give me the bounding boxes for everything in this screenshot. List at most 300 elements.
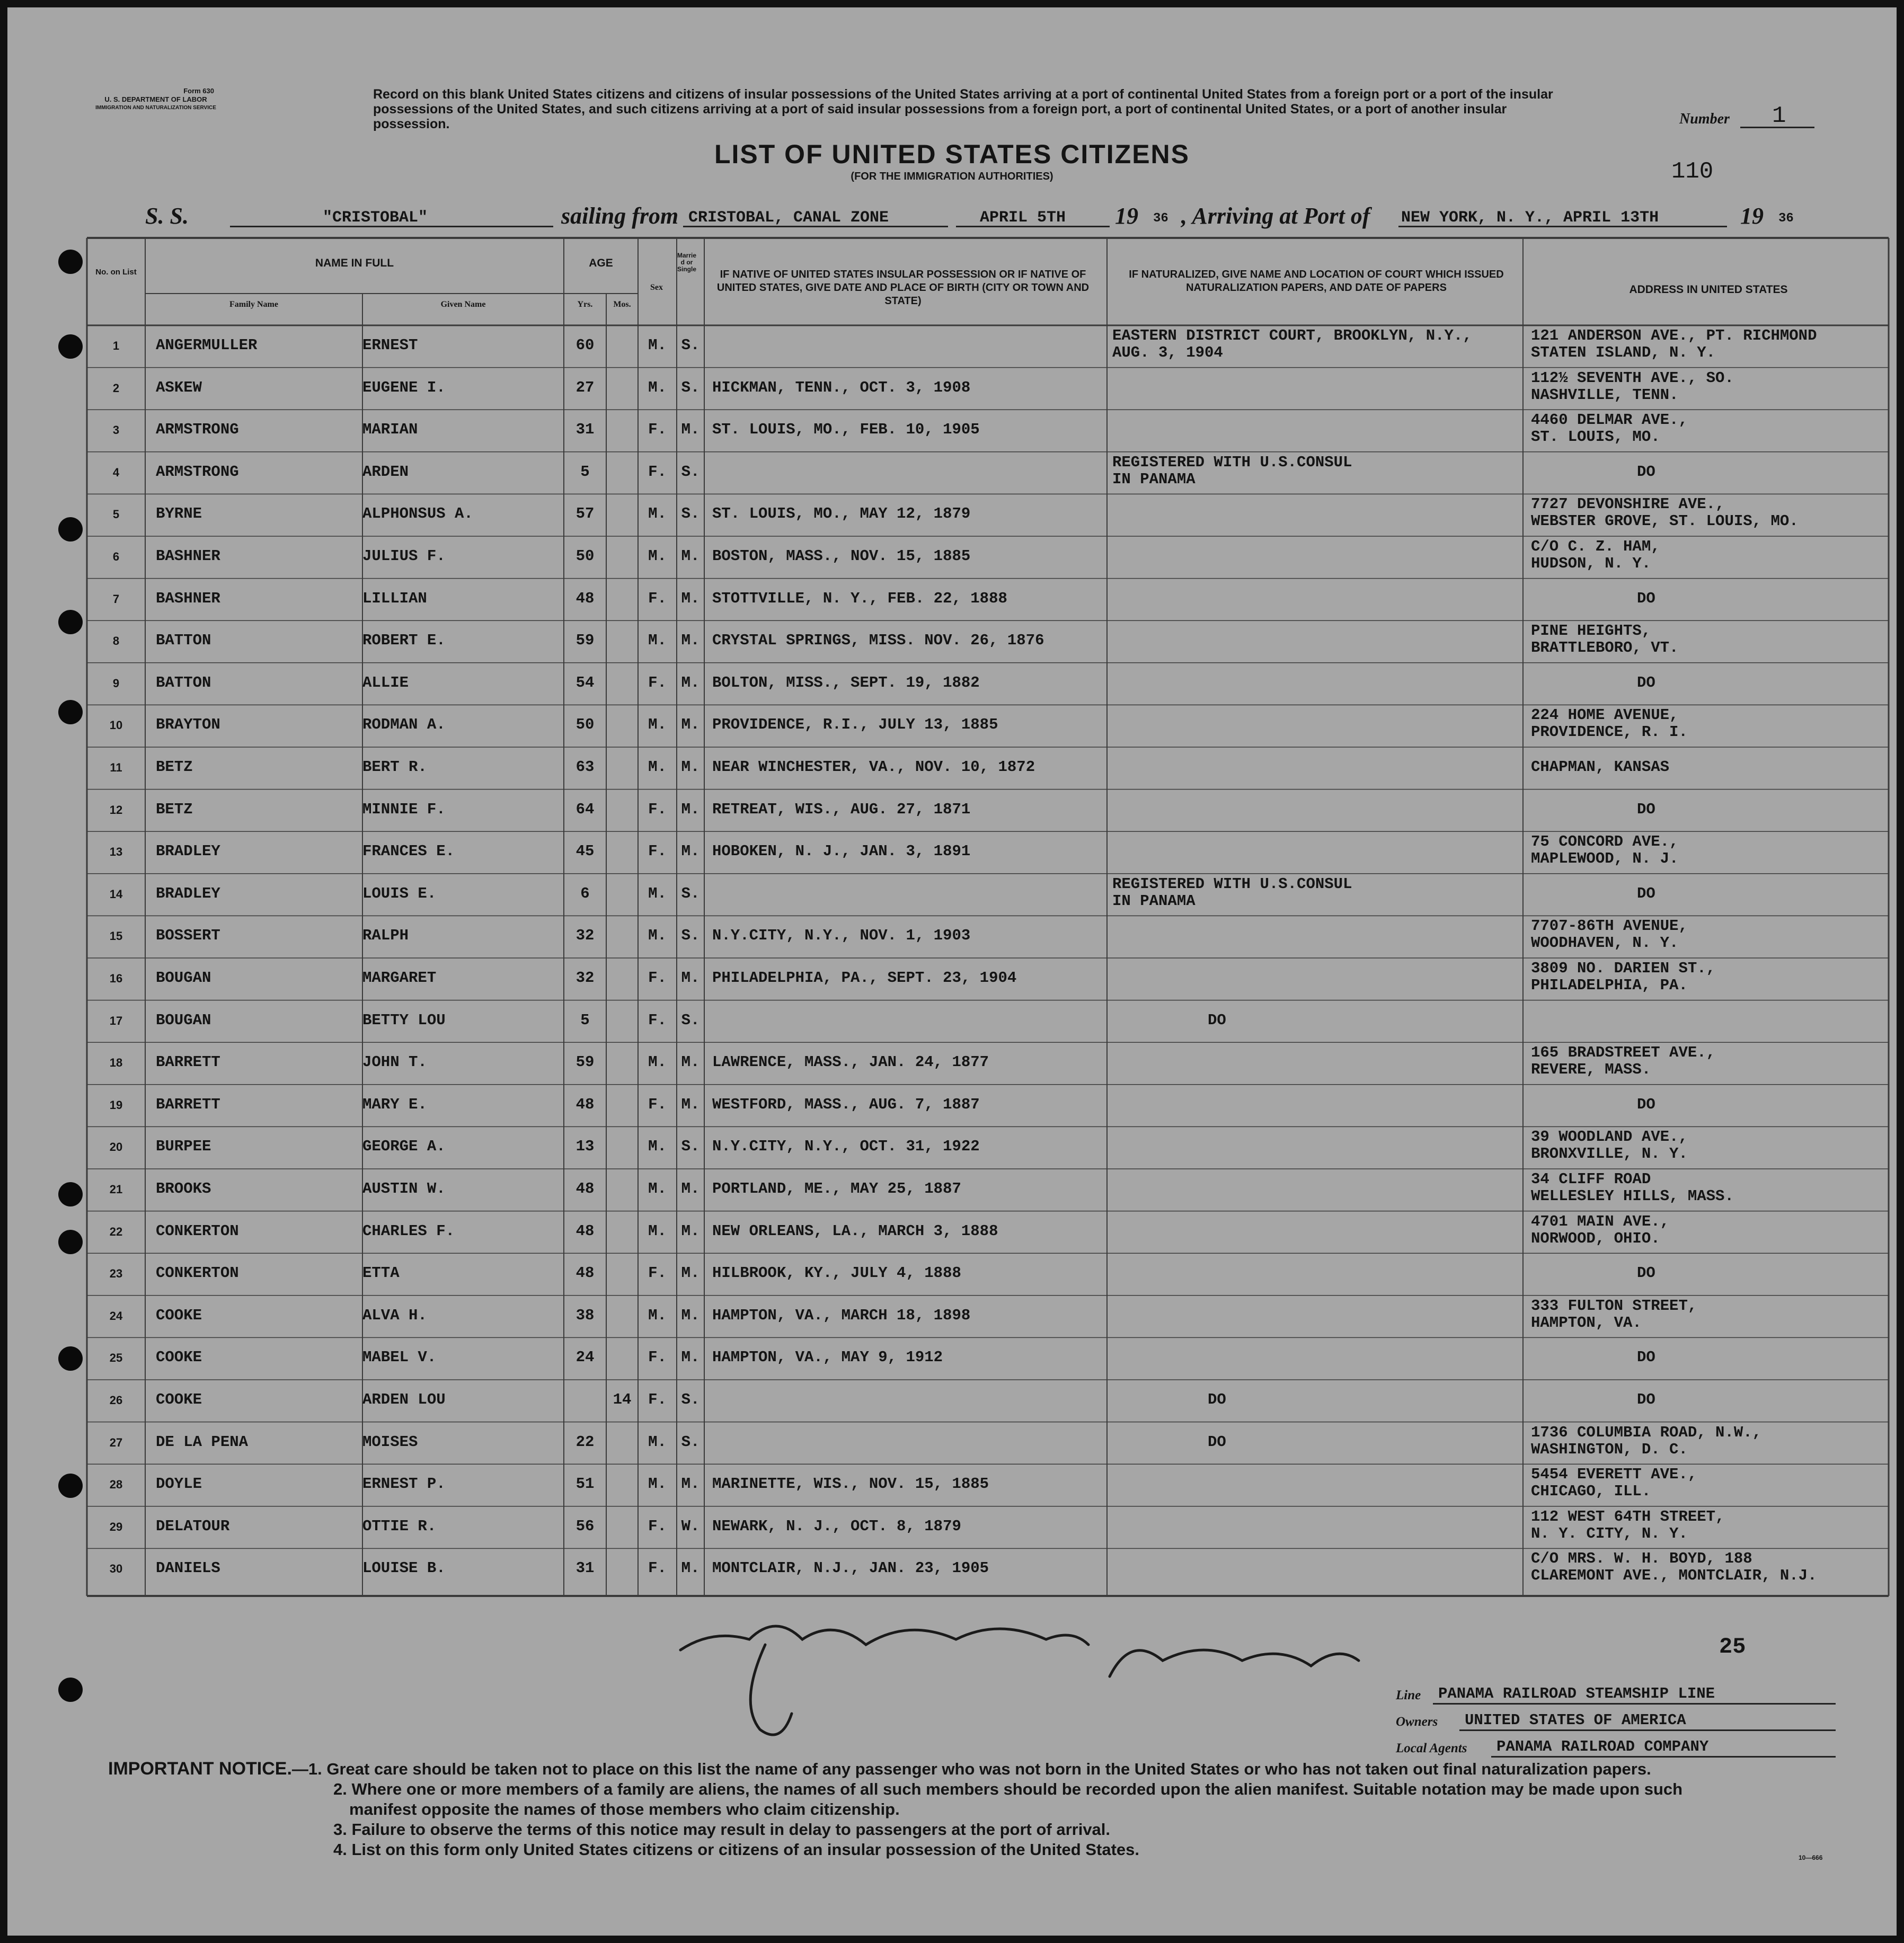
important-notice <box>108 1759 1852 1860</box>
marital-status: M. <box>681 1222 700 1240</box>
naturalization-court: REGISTERED WITH U.S.CONSUL <box>1112 875 1352 893</box>
marital-status: S. <box>681 1391 700 1408</box>
birth-place-date: HAMPTON, VA., MAY 9, 1912 <box>712 1348 943 1367</box>
naturalization-court: DO <box>1208 1433 1226 1451</box>
birth-place-date: N.Y.CITY, N.Y., OCT. 31, 1922 <box>712 1138 980 1156</box>
family-name: BARRETT <box>156 1053 220 1071</box>
age-years: 48 <box>575 589 595 607</box>
age-years: 57 <box>575 505 595 523</box>
form-number: Form 630 <box>183 87 214 95</box>
given-name: LOUISE B. <box>362 1559 446 1577</box>
page-subtitle: (FOR THE IMMIGRATION AUTHORITIES) <box>851 171 1053 182</box>
age-years: 27 <box>575 378 595 396</box>
given-name: ERNEST P. <box>362 1475 446 1493</box>
sex: F. <box>648 421 667 439</box>
naturalization-court: DO <box>1208 1011 1226 1029</box>
age-years: 5 <box>580 1011 590 1029</box>
given-name: JULIUS F. <box>362 547 446 565</box>
address-line-2: HUDSON, N. Y. <box>1531 555 1651 572</box>
age-years: 22 <box>575 1433 595 1451</box>
sex: F. <box>648 1011 667 1029</box>
given-name: AUSTIN W. <box>362 1180 446 1197</box>
given-name: ROBERT E. <box>362 632 446 650</box>
birth-place-date: BOLTON, MISS., SEPT. 19, 1882 <box>712 673 980 691</box>
row-number: 21 <box>109 1183 123 1196</box>
sex: F. <box>648 1264 667 1282</box>
birth-place-date: STOTTVILLE, N. Y., FEB. 22, 1888 <box>712 589 1007 607</box>
notice-item-2a: 2. Where one or more members of a family are aliens, the names of all such members should be recorded upon the alien manifest. Suitable notation may be made upon such <box>333 1780 1683 1798</box>
row-number: 13 <box>109 845 123 859</box>
birth-place-date: MARINETTE, WIS., NOV. 15, 1885 <box>712 1475 989 1493</box>
sex: M. <box>648 336 667 354</box>
marital-status: M. <box>681 1306 700 1324</box>
family-name: BRADLEY <box>156 884 220 902</box>
row-number: 16 <box>109 972 123 985</box>
address-line-1: 112 WEST 64TH STREET, <box>1531 1507 1725 1525</box>
marital-status: M. <box>681 589 700 607</box>
family-name: BARRETT <box>156 1095 220 1113</box>
family-name: ANGERMULLER <box>156 336 258 354</box>
marital-status: M. <box>681 842 700 860</box>
marital-status: S. <box>681 1138 700 1156</box>
address-line-1: 1736 COLUMBIA ROAD, N.W., <box>1531 1423 1762 1441</box>
family-name: BOUGAN <box>156 1011 211 1029</box>
address-line-1: 4701 MAIN AVE., <box>1531 1212 1670 1230</box>
age-years: 32 <box>575 969 595 987</box>
age-years: 32 <box>575 927 595 945</box>
address-line-2: WASHINGTON, D. C. <box>1531 1440 1688 1458</box>
address-line-2: MAPLEWOOD, N. J. <box>1531 850 1679 868</box>
address-line-1: C/O C. Z. HAM, <box>1531 538 1660 555</box>
manifest-sheet <box>7 7 1897 1936</box>
marital-status: S. <box>681 505 700 523</box>
page-count: 25 <box>1719 1634 1746 1660</box>
marital-status: S. <box>681 336 700 354</box>
owners-label: Owners <box>1396 1715 1438 1729</box>
age-years: 51 <box>575 1475 595 1493</box>
given-name: BETTY LOU <box>362 1011 446 1029</box>
birth-place-date: ST. LOUIS, MO., FEB. 10, 1905 <box>712 421 980 439</box>
family-name: DELATOUR <box>156 1517 230 1535</box>
row-number: 20 <box>109 1140 123 1154</box>
sail-year: 36 <box>1153 211 1168 226</box>
given-name: ALLIE <box>362 673 409 691</box>
marital-status: M. <box>681 421 700 439</box>
given-name: MARIAN <box>362 421 418 439</box>
birth-place-date: NEW ORLEANS, LA., MARCH 3, 1888 <box>712 1222 998 1240</box>
row-number: 2 <box>112 381 120 395</box>
row-number: 17 <box>109 1014 123 1027</box>
sailing-label: sailing from <box>561 203 679 229</box>
birth-place-date: WESTFORD, MASS., AUG. 7, 1887 <box>712 1095 980 1113</box>
signature-mark <box>680 1626 1088 1650</box>
age-years: 13 <box>575 1138 595 1156</box>
row-number: 7 <box>112 592 120 606</box>
family-name: BROOKS <box>156 1180 211 1197</box>
row-number: 10 <box>109 718 123 732</box>
col-header-no: No. on List <box>95 268 137 277</box>
address-line-1: 7727 DEVONSHIRE AVE., <box>1531 495 1725 513</box>
address-line-1: DO <box>1637 1348 1655 1367</box>
address-line-1: 112½ SEVENTH AVE., SO. <box>1531 369 1734 387</box>
row-number: 8 <box>112 634 120 648</box>
marital-status: S. <box>681 927 700 945</box>
birth-place-date: ST. LOUIS, MO., MAY 12, 1879 <box>712 505 971 523</box>
number-label: Number <box>1679 111 1730 127</box>
address-line-2: ST. LOUIS, MO. <box>1531 428 1660 446</box>
age-years: 48 <box>575 1180 595 1197</box>
ss-label: S. S. <box>145 203 189 229</box>
marital-status: M. <box>681 1095 700 1113</box>
age-years: 48 <box>575 1095 595 1113</box>
sex: F. <box>648 969 667 987</box>
sex: M. <box>648 1222 667 1240</box>
marital-status: M. <box>681 969 700 987</box>
from-port: CRISTOBAL, CANAL ZONE <box>688 209 889 227</box>
family-name: ARMSTRONG <box>156 463 239 481</box>
sex: M. <box>648 1180 667 1197</box>
naturalization-detail: IN PANAMA <box>1112 892 1195 910</box>
row-number: 12 <box>109 803 123 817</box>
address-line-2: STATEN ISLAND, N. Y. <box>1531 344 1716 361</box>
sex: F. <box>648 800 667 818</box>
address-line-1: DO <box>1637 1095 1655 1113</box>
agents-value: PANAMA RAILROAD COMPANY <box>1496 1738 1709 1755</box>
owners-value: UNITED STATES OF AMERICA <box>1465 1711 1686 1729</box>
notice-item-1: —1. Great care should be taken not to place on this list the name of any passenger who was not born in the United States or who has not taken out final naturalization papers. <box>291 1760 1651 1778</box>
birth-place-date: HICKMAN, TENN., OCT. 3, 1908 <box>712 378 971 396</box>
row-number: 23 <box>109 1267 123 1281</box>
birth-place-date: HILBROOK, KY., JULY 4, 1888 <box>712 1264 961 1282</box>
given-name: CHARLES F. <box>362 1222 455 1240</box>
address-line-2: N. Y. CITY, N. Y. <box>1531 1524 1688 1542</box>
given-name: MARY E. <box>362 1095 427 1113</box>
address-line-1: DO <box>1637 589 1655 607</box>
handwritten-marks <box>7 7 1897 1936</box>
marital-status: M. <box>681 716 700 734</box>
given-name: ERNEST <box>362 336 418 354</box>
address-line-2: PROVIDENCE, R. I. <box>1531 723 1688 741</box>
intro-text: Record on this blank United States citizens and citizens of insular possessions of the United States arriving at a port of continental United States from a foreign port or a port of the insular possessions of the United States, and such citizens arriving at a port of said insular possessions from a foreign port, a port of continental United States, or a port of another insular possession. <box>373 87 1553 131</box>
address-line-1: DO <box>1637 1264 1655 1282</box>
given-name: LOUIS E. <box>362 884 437 902</box>
birth-place-date: HOBOKEN, N. J., JAN. 3, 1891 <box>712 842 971 860</box>
row-number: 3 <box>112 423 120 437</box>
birth-place-date: BOSTON, MASS., NOV. 15, 1885 <box>712 547 971 565</box>
family-name: BRADLEY <box>156 842 220 860</box>
sex: M. <box>648 378 667 396</box>
family-name: BURPEE <box>156 1138 211 1156</box>
sex: F. <box>648 673 667 691</box>
signature-flourish <box>750 1645 792 1735</box>
address-line-2: HAMPTON, VA. <box>1531 1314 1642 1332</box>
line-underline <box>1433 1703 1836 1705</box>
marital-status: M. <box>681 1264 700 1282</box>
family-name: BATTON <box>156 673 211 691</box>
sex: M. <box>648 927 667 945</box>
col-header-yrs: Yrs. <box>577 300 593 309</box>
age-years: 56 <box>575 1517 595 1535</box>
number-value: 1 <box>1772 103 1786 129</box>
age-years: 6 <box>580 884 590 902</box>
given-name: EUGENE I. <box>362 378 446 396</box>
line-value: PANAMA RAILROAD STEAMSHIP LINE <box>1438 1685 1715 1702</box>
address-line-2: WEBSTER GROVE, ST. LOUIS, MO. <box>1531 512 1799 530</box>
col-header-age: AGE <box>589 257 613 269</box>
address-line-1: CHAPMAN, KANSAS <box>1531 758 1670 776</box>
address-line-2: NASHVILLE, TENN. <box>1531 386 1679 404</box>
sex: M. <box>648 884 667 902</box>
sex: M. <box>648 1306 667 1324</box>
agents-underline <box>1491 1756 1836 1758</box>
given-name: ALVA H. <box>362 1306 427 1324</box>
col-header-married: Married or Single <box>677 252 697 273</box>
sex: F. <box>648 1348 667 1367</box>
sex: M. <box>648 1475 667 1493</box>
family-name: COOKE <box>156 1391 202 1408</box>
birth-place-date: PORTLAND, ME., MAY 25, 1887 <box>712 1180 961 1197</box>
address-line-1: 34 CLIFF ROAD <box>1531 1170 1651 1188</box>
department: U. S. DEPARTMENT OF LABOR <box>104 95 207 103</box>
age-years: 24 <box>575 1348 595 1367</box>
address-line-1: DO <box>1637 884 1655 902</box>
col-header-birth: IF NATIVE OF UNITED STATES INSULAR POSSESSION OR IF NATIVE OF UNITED STATES, GIVE DATE AND PLACE OF BIRTH (CITY OR TOWN AND STATE) <box>716 269 1090 307</box>
birth-place-date: LAWRENCE, MASS., JAN. 24, 1877 <box>712 1053 989 1071</box>
given-name: ETTA <box>362 1264 400 1282</box>
notice-heading: IMPORTANT NOTICE. <box>108 1759 292 1779</box>
birth-place-date: MONTCLAIR, N.J., JAN. 23, 1905 <box>712 1559 989 1577</box>
age-years: 50 <box>575 716 595 734</box>
naturalization-court: REGISTERED WITH U.S.CONSUL <box>1112 453 1352 471</box>
arrival-port: NEW YORK, N. Y., APRIL 13TH <box>1401 209 1659 227</box>
address-line-2: CLAREMONT AVE., MONTCLAIR, N.J. <box>1531 1567 1817 1585</box>
row-number: 4 <box>112 465 120 479</box>
family-name: BASHNER <box>156 547 220 565</box>
address-line-1: 7707-86TH AVENUE, <box>1531 917 1688 935</box>
naturalization-detail: IN PANAMA <box>1112 470 1195 488</box>
age-years: 59 <box>575 1053 595 1071</box>
sex: M. <box>648 1138 667 1156</box>
sex: M. <box>648 758 667 776</box>
row-number: 18 <box>109 1056 123 1070</box>
family-name: CONKERTON <box>156 1264 239 1282</box>
col-header-naturalized: IF NATURALIZED, GIVE NAME AND LOCATION OF COURT WHICH ISSUED NATURALIZATION PAPERS, AND DATE OF PAPERS <box>1129 269 1504 294</box>
col-header-sex: Sex <box>650 283 663 292</box>
family-name: DOYLE <box>156 1475 202 1493</box>
family-name: BOUGAN <box>156 969 211 987</box>
given-name: FRANCES E. <box>362 842 455 860</box>
row-number: 14 <box>109 887 123 901</box>
family-name: ARMSTRONG <box>156 421 239 439</box>
family-name: BYRNE <box>156 505 202 523</box>
row-number: 28 <box>109 1478 123 1492</box>
sail-date: APRIL 5TH <box>980 209 1066 227</box>
sex: F. <box>648 842 667 860</box>
given-name: LILLIAN <box>362 589 427 607</box>
given-name: OTTIE R. <box>362 1517 437 1535</box>
marital-status: M. <box>681 1475 700 1493</box>
given-name: MINNIE F. <box>362 800 446 818</box>
birth-place-date: CRYSTAL SPRINGS, MISS. NOV. 26, 1876 <box>712 632 1044 650</box>
naturalization-court: DO <box>1208 1391 1226 1408</box>
age-years: 38 <box>575 1306 595 1324</box>
marital-status: M. <box>681 1348 700 1367</box>
age-years: 63 <box>575 758 595 776</box>
address-line-1: PINE HEIGHTS, <box>1531 622 1651 640</box>
age-years: 31 <box>575 421 595 439</box>
address-line-1: 333 FULTON STREET, <box>1531 1297 1697 1315</box>
stamp-number: 110 <box>1671 158 1714 185</box>
sex: M. <box>648 547 667 565</box>
arrival-year-prefix: 19 <box>1740 203 1764 229</box>
family-name: ASKEW <box>156 378 202 396</box>
family-name: BASHNER <box>156 589 220 607</box>
page-title: LIST OF UNITED STATES CITIZENS <box>714 139 1190 169</box>
row-number: 30 <box>109 1562 123 1576</box>
naturalization-court: EASTERN DISTRICT COURT, BROOKLYN, N.Y., <box>1112 327 1472 344</box>
row-number: 9 <box>112 676 120 690</box>
row-number: 29 <box>109 1520 123 1533</box>
sail-year-prefix: 19 <box>1115 203 1138 229</box>
row-number: 27 <box>109 1435 123 1449</box>
family-name: BRAYTON <box>156 716 220 734</box>
line-label: Line <box>1396 1688 1421 1702</box>
ship-name: "CRISTOBAL" <box>323 209 428 227</box>
sex: M. <box>648 1053 667 1071</box>
inspector-mark <box>1110 1650 1359 1676</box>
birth-place-date: PHILADELPHIA, PA., SEPT. 23, 1904 <box>712 969 1017 987</box>
row-number: 5 <box>112 508 120 521</box>
family-name: DANIELS <box>156 1559 220 1577</box>
address-line-2: NORWOOD, OHIO. <box>1531 1229 1660 1247</box>
arrival-year: 36 <box>1778 211 1794 226</box>
age-years: 31 <box>575 1559 595 1577</box>
family-name: BATTON <box>156 632 211 650</box>
given-name: ARDEN LOU <box>362 1391 446 1408</box>
address-line-2: WELLESLEY HILLS, MASS. <box>1531 1187 1734 1205</box>
age-years: 60 <box>575 336 595 354</box>
given-name: ALPHONSUS A. <box>362 505 473 523</box>
marital-status: S. <box>681 378 700 396</box>
address-line-1: DO <box>1637 463 1655 481</box>
address-line-2: WOODHAVEN, N. Y. <box>1531 934 1679 952</box>
address-line-2: REVERE, MASS. <box>1531 1061 1651 1079</box>
row-number: 26 <box>109 1394 123 1407</box>
row-number: 6 <box>112 550 120 563</box>
sex: F. <box>648 1095 667 1113</box>
sex: F. <box>648 589 667 607</box>
birth-place-date: NEAR WINCHESTER, VA., NOV. 10, 1872 <box>712 758 1035 776</box>
address-line-1: DO <box>1637 1391 1655 1408</box>
age-months: 14 <box>613 1391 632 1408</box>
sex: M. <box>648 1433 667 1451</box>
sex: M. <box>648 716 667 734</box>
family-name: BETZ <box>156 800 193 818</box>
given-name: GEORGE A. <box>362 1138 446 1156</box>
address-line-1: 121 ANDERSON AVE., PT. RICHMOND <box>1531 327 1817 344</box>
marital-status: S. <box>681 884 700 902</box>
marital-status: M. <box>681 1559 700 1577</box>
col-header-address: ADDRESS IN UNITED STATES <box>1629 283 1788 296</box>
address-line-2: BRATTLEBORO, VT. <box>1531 639 1679 657</box>
marital-status: M. <box>681 632 700 650</box>
age-years: 45 <box>575 842 595 860</box>
address-line-2: BRONXVILLE, N. Y. <box>1531 1145 1688 1163</box>
address-line-2: CHICAGO, ILL. <box>1531 1483 1651 1501</box>
birth-place-date: N.Y.CITY, N.Y., NOV. 1, 1903 <box>712 927 971 945</box>
owners-underline <box>1459 1729 1836 1731</box>
birth-place-date: RETREAT, WIS., AUG. 27, 1871 <box>712 800 971 818</box>
service: IMMIGRATION AND NATURALIZATION SERVICE <box>95 105 216 111</box>
address-line-1: 3809 NO. DARIEN ST., <box>1531 960 1716 977</box>
row-number: 11 <box>110 761 122 774</box>
family-name: DE LA PENA <box>156 1433 249 1451</box>
col-header-given: Given Name <box>440 300 486 309</box>
marital-status: M. <box>681 800 700 818</box>
age-years: 48 <box>575 1222 595 1240</box>
col-header-mos: Mos. <box>613 300 631 309</box>
agents-label: Local Agents <box>1396 1741 1467 1755</box>
age-years: 59 <box>575 632 595 650</box>
age-years: 48 <box>575 1264 595 1282</box>
marital-status: S. <box>681 1433 700 1451</box>
address-line-1: 39 WOODLAND AVE., <box>1531 1128 1688 1146</box>
family-name: BOSSERT <box>156 927 220 945</box>
marital-status: M. <box>681 758 700 776</box>
birth-place-date: PROVIDENCE, R.I., JULY 13, 1885 <box>712 716 998 734</box>
address-line-2: PHILADELPHIA, PA. <box>1531 977 1688 994</box>
address-line-1: 224 HOME AVENUE, <box>1531 706 1679 724</box>
sex: F. <box>648 1559 667 1577</box>
family-name: COOKE <box>156 1348 202 1367</box>
row-number: 25 <box>109 1351 123 1365</box>
given-name: RALPH <box>362 927 409 945</box>
marital-status: W. <box>681 1517 700 1535</box>
family-name: CONKERTON <box>156 1222 239 1240</box>
row-number: 1 <box>112 339 120 352</box>
given-name: BERT R. <box>362 758 427 776</box>
notice-item-2b: manifest opposite the names of those members who claim citizenship. <box>349 1800 900 1818</box>
row-number: 15 <box>109 929 123 943</box>
given-name: MOISES <box>362 1433 418 1451</box>
address-line-1: 165 BRADSTREET AVE., <box>1531 1044 1716 1062</box>
naturalization-detail: AUG. 3, 1904 <box>1112 344 1223 361</box>
age-years: 64 <box>575 800 595 818</box>
given-name: RODMAN A. <box>362 716 446 734</box>
given-name: MABEL V. <box>362 1348 437 1367</box>
col-header-family: Family Name <box>229 300 278 309</box>
print-code: 10—666 <box>1799 1854 1823 1861</box>
birth-place-date: HAMPTON, VA., MARCH 18, 1898 <box>712 1306 971 1324</box>
age-years: 54 <box>575 673 595 691</box>
family-name: COOKE <box>156 1306 202 1324</box>
family-name: BETZ <box>156 758 193 776</box>
sex: F. <box>648 463 667 481</box>
notice-item-4: 4. List on this form only United States citizens or citizens of an insular possession of the United States. <box>333 1840 1139 1859</box>
address-line-1: DO <box>1637 673 1655 691</box>
given-name: ARDEN <box>362 463 409 481</box>
marital-status: M. <box>681 1180 700 1197</box>
marital-status: M. <box>681 547 700 565</box>
age-years: 5 <box>580 463 590 481</box>
row-number: 24 <box>109 1309 123 1323</box>
notice-item-3: 3. Failure to observe the terms of this notice may result in delay to passengers at the port of arrival. <box>333 1820 1111 1839</box>
sex: F. <box>648 1391 667 1408</box>
address-line-1: DO <box>1637 800 1655 818</box>
address-line-1: 5454 EVERETT AVE., <box>1531 1466 1697 1484</box>
address-line-1: 75 CONCORD AVE., <box>1531 833 1679 851</box>
arriving-label: , Arriving at Port of <box>1181 203 1370 229</box>
